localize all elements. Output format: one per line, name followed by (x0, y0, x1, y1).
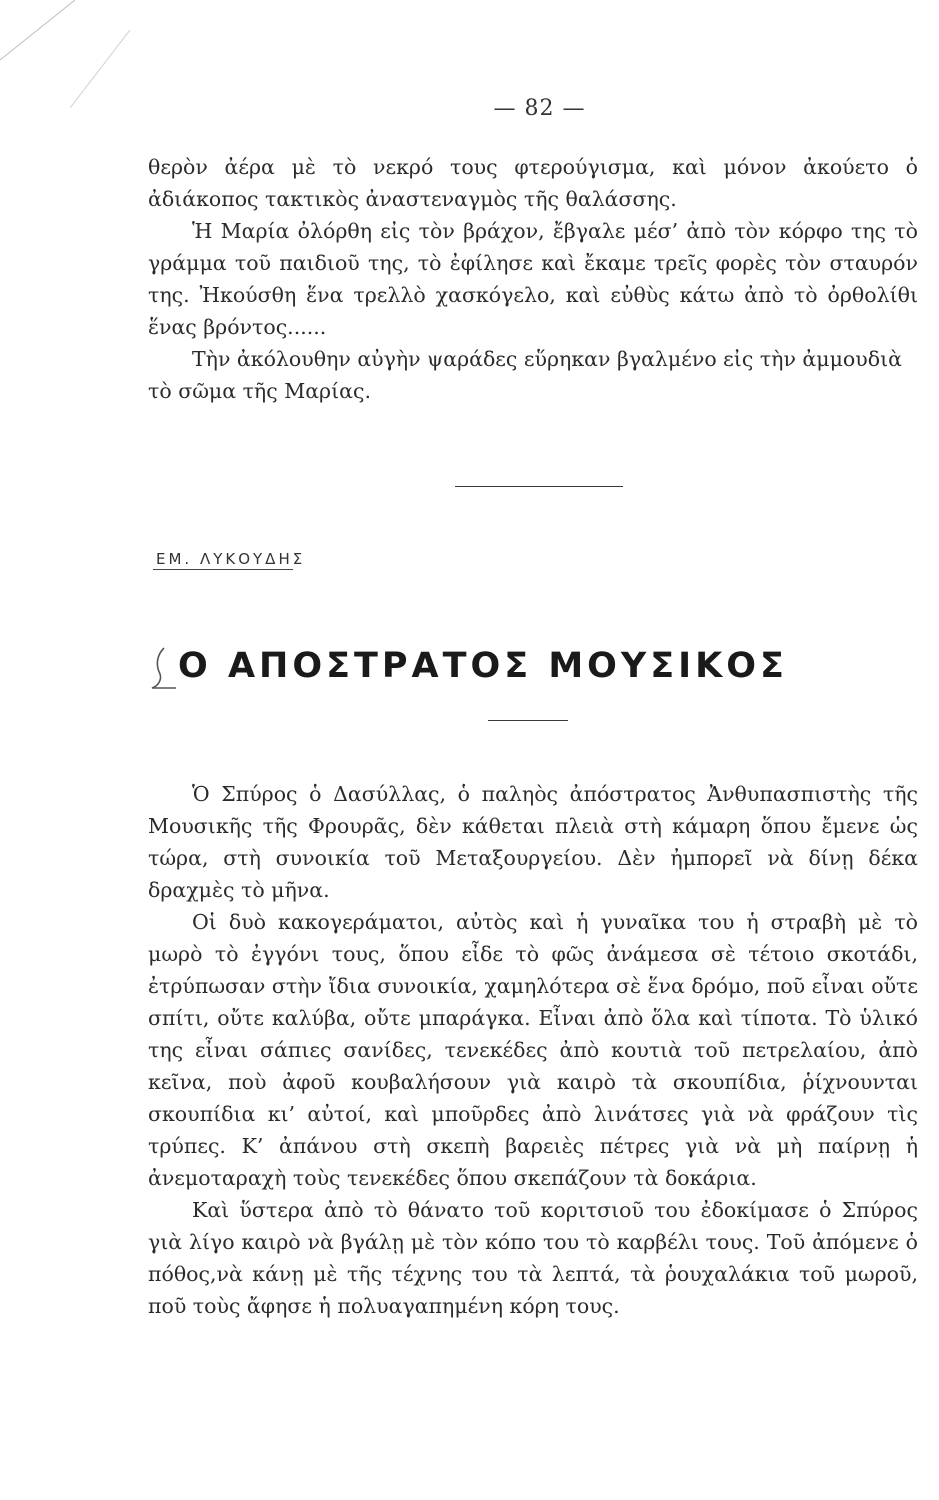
story-title: Ο ΑΠΟΣΤΡΑΤΟΣ ΜΟΥΣΙΚΟΣ (178, 646, 788, 686)
paragraph: Ἡ Μαρία ὀλόρθη εἰς τὸν βράχον, ἔβγαλε μέσ’ ἀπὸ τὸν κόρφο της τὸ γράμμα τοῦ παιδιοῦ της, τὸ ἐφίλησε καὶ ἔκαμε τρεῖς φορὲς τὸν σταυρόν της. Ἠκούσθη ἕνα τρελλὸ χασκόγελο, καὶ εὐθὺς κάτω ἀπὸ τὸ ὀρθολίθι ἕνας βρόντος...... (148, 219, 918, 339)
author-underline (153, 569, 293, 570)
paragraph: θερὸν ἀέρα μὲ τὸ νεκρό τους φτερούγισμα, καὶ μόνον ἀκούετο ὁ ἀδιάκοπος τακτικὸς ἀναστεναγμὸς τῆς θαλάσσης. (148, 155, 918, 211)
page-number: — 82 — (493, 96, 586, 121)
story-author: ΕΜ. ΛΥΚΟΥΔΗΣ (156, 550, 306, 568)
section-divider (455, 486, 623, 487)
paragraph: Ὁ Σπύρος ὁ Δασύλλας, ὁ παληὸς ἀπόστρατος Ἀνθυπασπιστὴς τῆς Μουσικῆς τῆς Φρουρᾶς, δὲν κάθεται πλειὰ στὴ κάμαρη ὅπου ἔμενε ὡς τώρα, στὴ συνοικία τοῦ Μεταξουργείου. Δὲν ἠμπορεῖ νὰ δίνῃ δέκα δραχμὲς τὸ μῆνα. (148, 782, 918, 902)
paragraph: Καὶ ὕστερα ἀπὸ τὸ θάνατο τοῦ κοριτσιοῦ του ἐδοκίμασε ὁ Σπύρος γιὰ λίγο καιρὸ νὰ βγάλῃ μὲ τὸν κόπο του τὸ καρβέλι τους. Τοῦ ἀπόμενε ὁ πόθος,νὰ κάνῃ μὲ τῆς τέχνης του τὰ λεπτά, τὰ ῥουχαλάκια τοῦ μωροῦ, ποῦ τοὺς ἄφησε ἡ πολυαγαπημένη κόρη τους. (148, 1198, 918, 1318)
page-corner-fold (0, 0, 130, 110)
previous-story-ending (148, 151, 918, 407)
handwritten-margin-mark (150, 642, 180, 692)
story-body (148, 778, 918, 1322)
paragraph: Τὴν ἀκόλουθην αὐγὴν ψαράδες εὕρηκαν βγαλμένο εἰς τὴν ἀμμουδιὰ τὸ σῶμα τῆς Μαρίας. (148, 347, 902, 403)
paragraph: Οἱ δυὸ κακογεράματοι, αὐτὸς καὶ ἡ γυναῖκα του ἡ στραβὴ μὲ τὸ μωρὸ τὸ ἐγγόνι τους, ὅπου εἶδε τὸ φῶς ἀνάμεσα σὲ τέτοιο σκοτάδι, ἐτρύπωσαν στὴν ἴδια συνοικία, χαμηλότερα σὲ ἕνα δρόμο, ποῦ εἶναι οὔτε σπίτι, οὔτε καλύβα, οὔτε μπαράγκα. Εἶναι ἀπὸ ὅλα καὶ τίποτα. Τὸ ὑλικό της εἶναι σάπιες σανίδες, τενεκέδες ἀπὸ κουτιὰ τοῦ πετρελαίου, ἀπὸ κεῖνα, ποὺ ἀφοῦ κουβαλήσουν γιὰ καιρὸ τὰ σκουπίδια, ῥίχνουνται σκουπίδια κι’ αὐτοί, καὶ μποῦρδες ἀπὸ λινάτσες γιὰ νὰ φράζουν τὶς τρύπες. Κ’ ἀπάνου στὴ σκεπὴ βαρειὲς πέτρες γιὰ νὰ μὴ παίρνῃ ἡ ἀνεμοταραχὴ τοὺς τενεκέδες ὅπου σκεπάζουν τὰ δοκάρια. (148, 910, 918, 1190)
title-divider (488, 720, 568, 721)
